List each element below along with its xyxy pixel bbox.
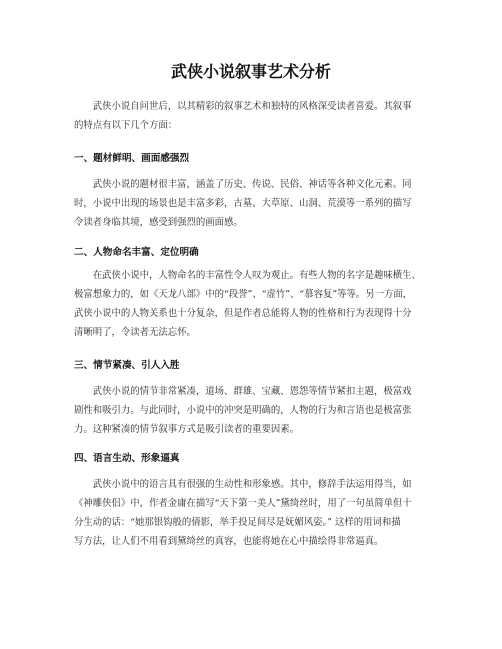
paragraph-line: 极富想象力的，如《天龙八部》中的“段誉”、“虚竹”、“慕容复”等等。另一方面， — [74, 289, 413, 300]
section-heading-1: 一、题材鲜明、画面感强烈 — [74, 153, 190, 164]
paragraph-line: 的特点有以下几个方面： — [74, 120, 178, 131]
paragraph-line: 武侠小说中的人物关系也十分复杂，但是作者总能将人物的性格和行为表现得十分 — [74, 308, 412, 319]
section-paragraph-1 — [74, 175, 434, 232]
paragraph-line: 武侠小说中的语言具有很强的生动性和形象感。其中，修辞手法运用得当，如 — [74, 479, 412, 490]
document-title: 武侠小说叙事艺术分析 — [170, 62, 331, 81]
paragraph-line: 《神雕侠侣》中，作者金庸在描写“天下第一美人”黛绮丝时，用了一句虽简单但十 — [74, 498, 412, 509]
intro-paragraph — [74, 97, 434, 135]
section-paragraph-2 — [74, 266, 434, 342]
section-heading-4: 四、语言生动、形象逼真 — [74, 453, 180, 464]
section-paragraph-3 — [74, 382, 434, 439]
paragraph-line: 武侠小说自问世后，以其精彩的叙事艺术和独特的风格深受读者喜爱。其叙事 — [74, 101, 412, 112]
paragraph-line: 剧性和吸引力。与此同时，小说中的冲突是明确的，人物的行为和言语也是极富张 — [74, 405, 412, 416]
paragraph-line: 写方法，让人们不用看到黛绮丝的真容，也能将她在心中描绘得非常逼真。 — [74, 536, 384, 547]
section-heading-3: 三、情节紧凑、引人入胜 — [74, 360, 180, 371]
paragraph-line: 令读者身临其境，感受到强烈的画面感。 — [74, 217, 243, 228]
paragraph-line: 时，小说中出现的场景也是丰富多彩，古墓、大草原、山洞、荒漠等一系列的描写 — [74, 198, 412, 209]
section-paragraph-4 — [74, 475, 434, 551]
section-heading-2: 二、人物命名丰富、定位明确 — [74, 247, 199, 258]
paragraph-line: 武侠小说的题材很丰富，涵盖了历史、传说、民俗、神话等各种文化元素。同 — [74, 179, 412, 190]
paragraph-line: 武侠小说的情节非常紧凑，道场、群雄、宝藏、恩怨等情节紧扣主题，极富戏 — [74, 386, 412, 397]
paragraph-line: 在武侠小说中，人物命名的丰富性令人叹为观止。有些人物的名字是趣味横生、 — [74, 270, 421, 281]
paragraph-line: 力。这种紧凑的情节叙事方式是吸引读者的重要因素。 — [74, 424, 300, 435]
paragraph-line: 清晰明了，令读者无法忘怀。 — [74, 327, 196, 338]
paragraph-line: 分生动的话：“她那银钩般的倩影，举手投足间尽是妩媚风姿。” 这样的用词和描 — [74, 517, 401, 528]
